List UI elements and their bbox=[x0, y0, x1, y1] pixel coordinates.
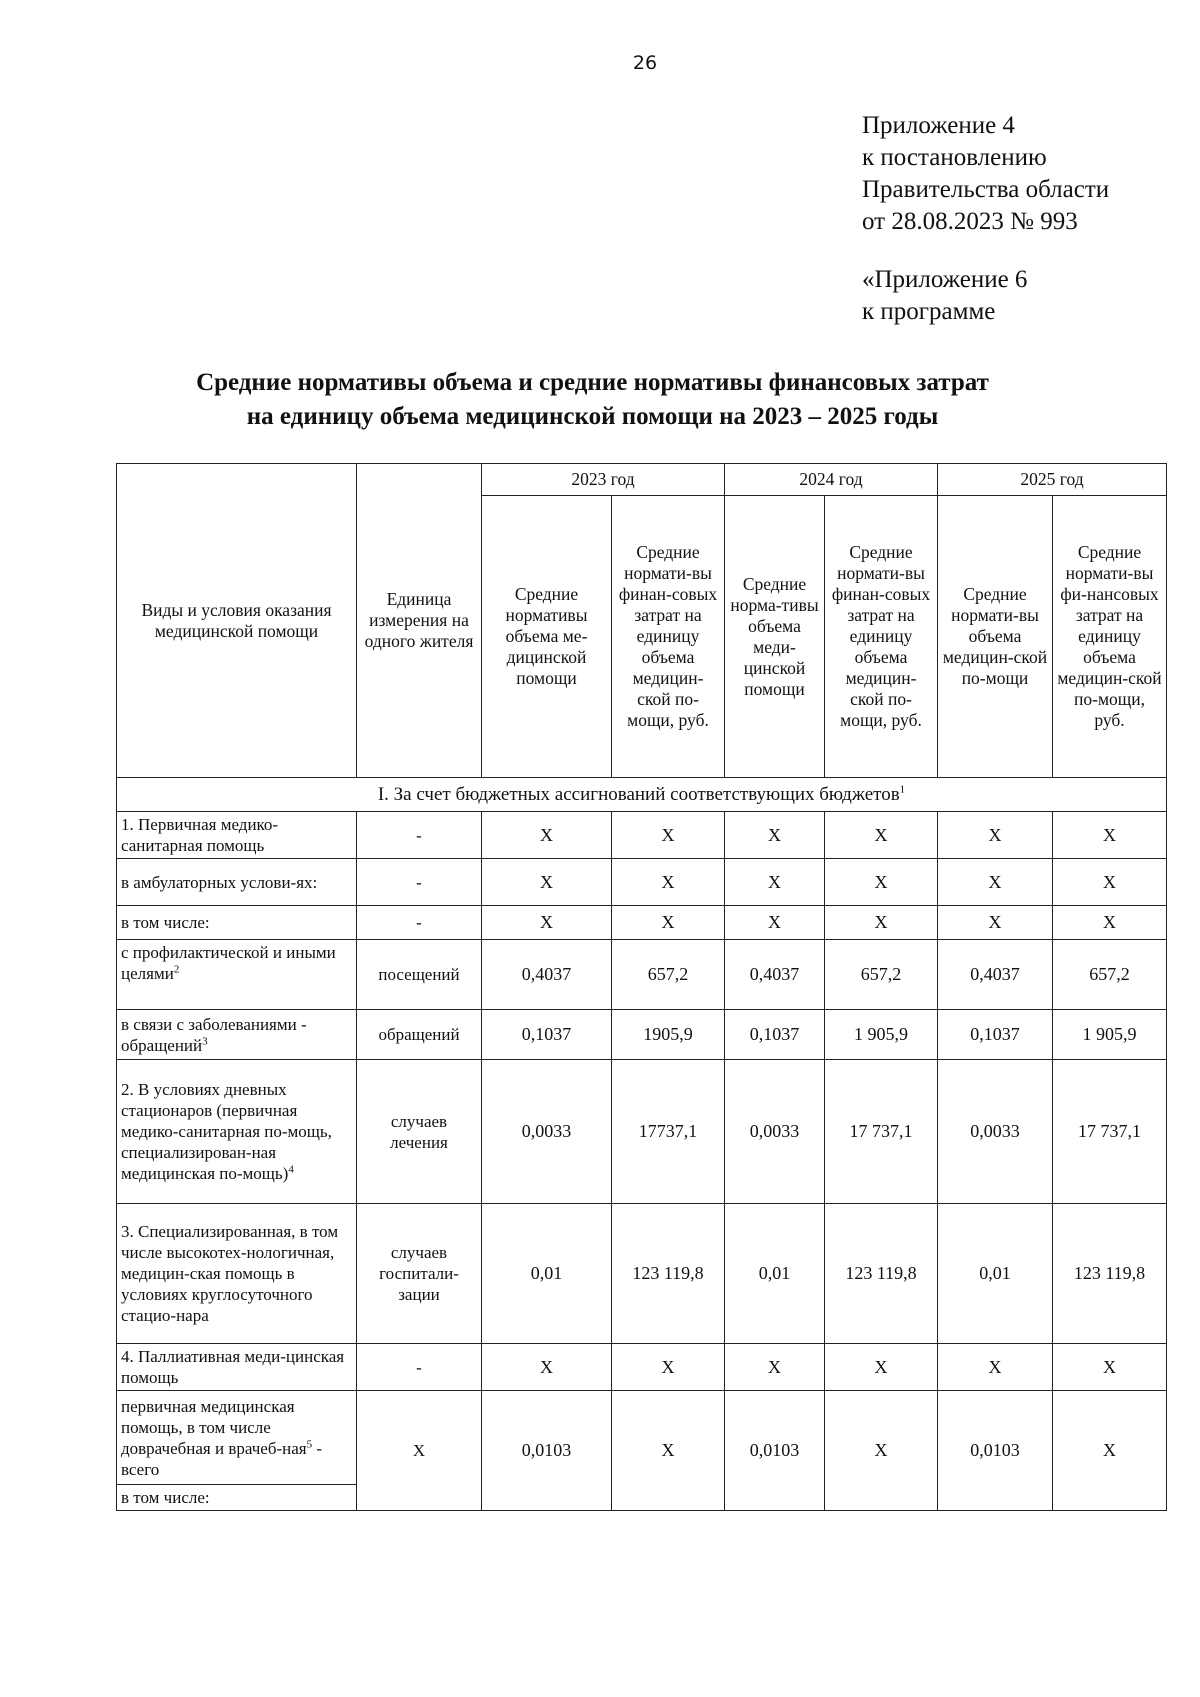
table-row bbox=[117, 1010, 1167, 1060]
row-label bbox=[117, 1391, 357, 1485]
appendix-line: к программе bbox=[862, 298, 996, 325]
cell-value: 0,01 bbox=[725, 1204, 825, 1344]
appendix-line: Приложение 4 bbox=[862, 112, 1015, 139]
row-label-text: первичная медицинская помощь, в том числе доврачебная и врачеб-ная bbox=[121, 1396, 307, 1458]
cell-value: 1 905,9 bbox=[1053, 1010, 1167, 1060]
cell-value: Х bbox=[825, 859, 938, 906]
cell-value: 657,2 bbox=[1053, 940, 1167, 1010]
cell-value: Х bbox=[1053, 1344, 1167, 1391]
row-label: в амбулаторных услови-ях: bbox=[117, 859, 357, 906]
cell-value: 0,1037 bbox=[938, 1010, 1053, 1060]
row-unit: - bbox=[357, 1344, 482, 1391]
row-label bbox=[117, 1010, 357, 1060]
cell-value: Х bbox=[1053, 1391, 1167, 1511]
header-volume-2025: Средние нормати-вы объема медицин-ской по-мощи bbox=[938, 496, 1053, 778]
cell-value: 0,1037 bbox=[482, 1010, 612, 1060]
cell-value: Х bbox=[612, 1344, 725, 1391]
cell-value: 657,2 bbox=[612, 940, 725, 1010]
table-row bbox=[117, 1060, 1167, 1204]
table-row bbox=[117, 940, 1167, 1010]
cell-value: Х bbox=[482, 812, 612, 859]
footnote-ref: 5 bbox=[306, 1437, 313, 1450]
cell-value: Х bbox=[938, 812, 1053, 859]
cell-value: Х bbox=[612, 859, 725, 906]
header-year-2024: 2024 год bbox=[725, 464, 938, 496]
cell-value: 0,0103 bbox=[725, 1391, 825, 1511]
cell-value: 123 119,8 bbox=[612, 1204, 725, 1344]
cell-value: 657,2 bbox=[825, 940, 938, 1010]
header-volume-2023: Средние нормативы объема ме-дицинской помощи bbox=[482, 496, 612, 778]
row-label-text: 2. В условиях дневных стационаров (первичная медико-санитарная по-мощь, специализирован-ная медицинская по-мощь) bbox=[121, 1080, 332, 1183]
cell-value: Х bbox=[825, 1344, 938, 1391]
row-label bbox=[117, 1060, 357, 1204]
cell-value: Х bbox=[825, 906, 938, 940]
row-unit: обращений bbox=[357, 1010, 482, 1060]
cell-value: 1905,9 bbox=[612, 1010, 725, 1060]
cell-value: 0,4037 bbox=[938, 940, 1053, 1010]
header-types: Виды и условия оказания медицинской помощи bbox=[117, 464, 357, 778]
header-finance-2025: Средние нормати-вы фи-нансовых затрат на единицу объема медицин-ской по-мощи, руб. bbox=[1053, 496, 1167, 778]
header-finance-2023: Средние нормати-вы финан-совых затрат на единицу объема медицин-ской по-мощи, руб. bbox=[612, 496, 725, 778]
row-label: в том числе: bbox=[117, 1485, 357, 1511]
table-row bbox=[117, 1344, 1167, 1391]
section-title-text: I. За счет бюджетных ассигнований соответствующих бюджетов bbox=[377, 784, 900, 805]
cell-value: Х bbox=[725, 812, 825, 859]
cell-value: Х bbox=[825, 812, 938, 859]
row-unit: Х bbox=[357, 1391, 482, 1511]
cell-value: Х bbox=[612, 906, 725, 940]
title-line: на единицу объема медицинской помощи на 2023 – 2025 годы bbox=[246, 403, 939, 430]
cell-value: 17 737,1 bbox=[825, 1060, 938, 1204]
cell-value: Х bbox=[725, 859, 825, 906]
table-row bbox=[117, 1391, 1167, 1485]
footnote-ref: 3 bbox=[202, 1034, 208, 1047]
row-label-tail: - всего bbox=[121, 1438, 323, 1479]
row-unit: случаев лечения bbox=[357, 1060, 482, 1204]
appendix-line: «Приложение 6 bbox=[862, 266, 1028, 293]
cell-value: 0,0103 bbox=[482, 1391, 612, 1511]
cell-value: 0,4037 bbox=[725, 940, 825, 1010]
document-title bbox=[70, 366, 1115, 434]
cell-value: Х bbox=[482, 906, 612, 940]
row-unit: - bbox=[357, 906, 482, 940]
appendix-line: от 28.08.2023 № 993 bbox=[862, 208, 1078, 235]
table-row bbox=[117, 1204, 1167, 1344]
cell-value: 0,0103 bbox=[938, 1391, 1053, 1511]
footnote-ref: 2 bbox=[173, 963, 180, 976]
cell-value: Х bbox=[482, 859, 612, 906]
table-row bbox=[117, 906, 1167, 940]
cell-value: Х bbox=[612, 812, 725, 859]
cell-value: 0,0033 bbox=[725, 1060, 825, 1204]
cell-value: 0,0033 bbox=[482, 1060, 612, 1204]
header-unit: Единица измерения на одного жителя bbox=[357, 464, 482, 778]
title-line: Средние нормативы объема и средние нормативы финансовых затрат bbox=[196, 369, 989, 396]
row-label: 3. Специализированная, в том числе высокотех-нологичная, медицин-ская помощь в условиях круглосуточного стацио-нара bbox=[117, 1204, 357, 1344]
cell-value: 0,4037 bbox=[482, 940, 612, 1010]
table-row bbox=[117, 812, 1167, 859]
cell-value: 123 119,8 bbox=[825, 1204, 938, 1344]
cell-value: Х bbox=[938, 906, 1053, 940]
cell-value: Х bbox=[938, 1344, 1053, 1391]
cell-value: Х bbox=[612, 1391, 725, 1511]
header-year-2025: 2025 год bbox=[938, 464, 1167, 496]
cell-value: 17 737,1 bbox=[1053, 1060, 1167, 1204]
header-finance-2024: Средние нормати-вы финан-совых затрат на единицу объема медицин-ской по-мощи, руб. bbox=[825, 496, 938, 778]
cell-value: 0,0033 bbox=[938, 1060, 1053, 1204]
cell-value: 0,01 bbox=[938, 1204, 1053, 1344]
footnote-ref: 4 bbox=[288, 1163, 294, 1176]
row-label-text: в связи с заболеваниями - обращений bbox=[121, 1014, 307, 1055]
row-label: 4. Паллиативная меди-цинская помощь bbox=[117, 1344, 357, 1391]
appendix-block bbox=[862, 110, 1109, 328]
row-unit: - bbox=[357, 812, 482, 859]
page-number: 26 bbox=[632, 52, 658, 74]
cell-value: Х bbox=[482, 1344, 612, 1391]
cell-value: Х bbox=[1053, 906, 1167, 940]
cell-value: 0,01 bbox=[482, 1204, 612, 1344]
cell-value: Х bbox=[938, 859, 1053, 906]
cell-value: Х bbox=[725, 906, 825, 940]
cell-value: 1 905,9 bbox=[825, 1010, 938, 1060]
row-label: в том числе: bbox=[117, 906, 357, 940]
row-unit: - bbox=[357, 859, 482, 906]
cell-value: Х bbox=[825, 1391, 938, 1511]
row-label-text: с профилактической и иными целями bbox=[121, 943, 336, 983]
table-row bbox=[117, 859, 1167, 906]
norms-table bbox=[116, 463, 1167, 1511]
cell-value: Х bbox=[725, 1344, 825, 1391]
cell-value: Х bbox=[1053, 812, 1167, 859]
row-label: 1. Первичная медико-санитарная помощь bbox=[117, 812, 357, 859]
appendix-line: к постановлению bbox=[862, 144, 1047, 171]
row-unit: посещений bbox=[357, 940, 482, 1010]
header-volume-2024: Средние норма-тивы объема меди-цинской помощи bbox=[725, 496, 825, 778]
cell-value: 17737,1 bbox=[612, 1060, 725, 1204]
section-title bbox=[117, 778, 1167, 812]
cell-value: Х bbox=[1053, 859, 1167, 906]
cell-value: 0,1037 bbox=[725, 1010, 825, 1060]
row-label bbox=[117, 940, 357, 1010]
footnote-ref: 1 bbox=[899, 783, 906, 796]
appendix-line: Правительства области bbox=[862, 176, 1110, 203]
cell-value: 123 119,8 bbox=[1053, 1204, 1167, 1344]
row-unit: случаев госпитали-зации bbox=[357, 1204, 482, 1344]
header-year-2023: 2023 год bbox=[482, 464, 725, 496]
